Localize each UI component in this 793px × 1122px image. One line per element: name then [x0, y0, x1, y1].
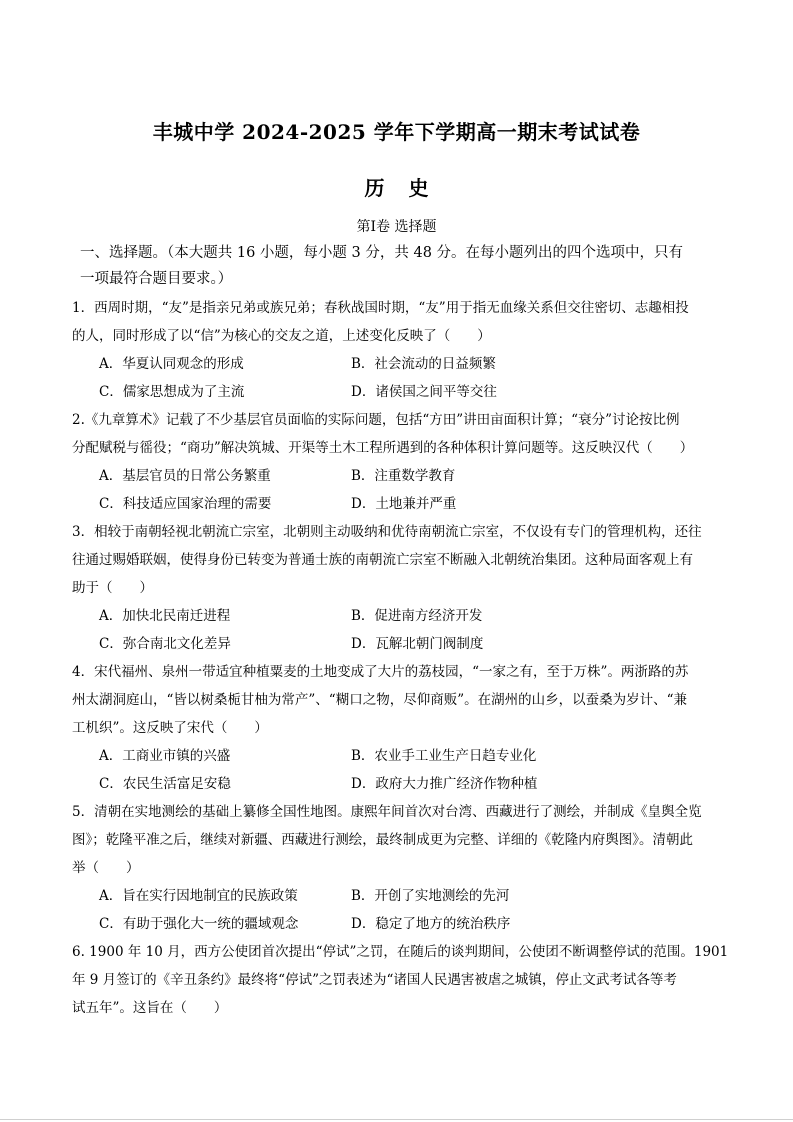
question-4-option-b: B．农业手工业生产日趋专业化: [351, 748, 537, 764]
question-4-option-a: A．工商业市镇的兴盛: [99, 748, 231, 764]
question-5-option-b: B．开创了实地测绘的先河: [351, 888, 510, 904]
subject-title: 历史: [364, 176, 453, 200]
page-bottom-rule: [0, 1119, 793, 1120]
question-4-option-d: D．政府大力推广经济作物种植: [351, 776, 538, 792]
question-5-line-1: 5．清朝在实地测绘的基础上纂修全国性地图。康熙年间首次对台湾、西藏进行了测绘，并制成《皇舆全览: [72, 804, 702, 820]
question-5-option-d: D．稳定了地方的统治秩序: [351, 916, 511, 932]
question-1-option-b: B．社会流动的日益频繁: [351, 356, 496, 372]
section-heading: 第Ⅰ卷 选择题: [356, 219, 437, 235]
exam-title: 丰城中学 2024-2025 学年下学期高一期末考试试卷: [152, 120, 641, 144]
instructions-line-2: 一项最符合题目要求。）: [80, 271, 233, 287]
question-5-line-3: 举（ ）: [72, 860, 140, 876]
question-3-line-2: 往通过赐婚联姻，使得身份已转变为普通士族的南朝流亡宗室不断融入北朝统治集团。这种局面客观上有: [72, 552, 693, 568]
question-2-option-b: B．注重数学教育: [351, 468, 456, 484]
question-2-option-a: A．基层官员的日常公务繁重: [99, 468, 271, 484]
question-4-option-c: C．农民生活富足安稳: [99, 776, 231, 792]
question-1-option-c: C．儒家思想成为了主流: [99, 384, 245, 400]
question-2-option-c: C．科技适应国家治理的需要: [99, 496, 272, 512]
question-5-option-a: A．旨在实行因地制宜的民族政策: [99, 888, 298, 904]
question-6-line-2: 年 9 月签订的《辛丑条约》最终将“停试”之罚表述为“诸国人民遇害被虐之城镇，停止文武考试各等考: [72, 972, 677, 988]
question-3-option-c: C．弥合南北文化差异: [99, 636, 231, 652]
instructions-line-1: 一、选择题。（本大题共 16 小题，每小题 3 分，共 48 分。在每小题列出的四个选项中，只有: [80, 245, 684, 261]
question-2-line-1: 2.《九章算术》记载了不少基层官员面临的实际问题，包括“方田”讲田亩面积计算；“衰分”讨论按比例: [72, 412, 680, 428]
question-3-line-3: 助于（ ）: [72, 580, 153, 596]
question-3-option-a: A．加快北民南迁进程: [99, 608, 231, 624]
question-4-line-2: 州太湖洞庭山，“皆以树桑栀甘柚为常产”、“糊口之物，尽仰商贩”。在湖州的山乡，以蚕桑为岁计、“兼: [72, 692, 688, 708]
question-3-option-b: B．促进南方经济开发: [351, 608, 483, 624]
question-1-option-d: D．诸侯国之间平等交往: [351, 384, 497, 400]
question-4-line-1: 4．宋代福州、泉州一带适宜种植粟麦的土地变成了大片的荔枝园，“一家之有，至于万株”。两浙路的苏: [72, 664, 689, 680]
question-3-option-d: D．瓦解北朝门阀制度: [351, 636, 484, 652]
question-2-line-2: 分配赋税与徭役；“商功”解决筑城、开渠等土木工程所遇到的各种体积计算问题等。这反映汉代（ ）: [72, 440, 694, 456]
question-1-line-2: 的人，同时形成了以“信”为核心的交友之道，上述变化反映了（ ）: [72, 328, 491, 344]
question-3-line-1: 3．相较于南朝轻视北朝流亡宗室，北朝则主动吸纳和优待南朝流亡宗室，不仅设有专门的管理机构，还往: [72, 524, 702, 540]
question-2-option-d: D．土地兼并严重: [351, 496, 457, 512]
question-5-option-c: C．有助于强化大一统的疆域观念: [99, 916, 299, 932]
question-1-option-a: A．华夏认同观念的形成: [99, 356, 244, 372]
question-6-line-3: 试五年”。这旨在（ ）: [72, 1000, 228, 1016]
question-6-line-1: 6. 1900 年 10 月，西方公使团首次提出“停试”之罚，在随后的谈判期间，公使团不断调整停试的范围。1901: [72, 944, 729, 960]
question-4-line-3: 工机织”。这反映了宋代（ ）: [72, 720, 268, 736]
question-5-line-2: 图》；乾隆平准之后，继续对新疆、西藏进行测绘，最终制成更为完整、详细的《乾隆内府舆图》。清朝此: [72, 832, 693, 848]
question-1-line-1: 1．西周时期，“友”是指亲兄弟或族兄弟；春秋战国时期，“友”用于指无血缘关系但交往密切、志趣相投: [72, 300, 689, 316]
